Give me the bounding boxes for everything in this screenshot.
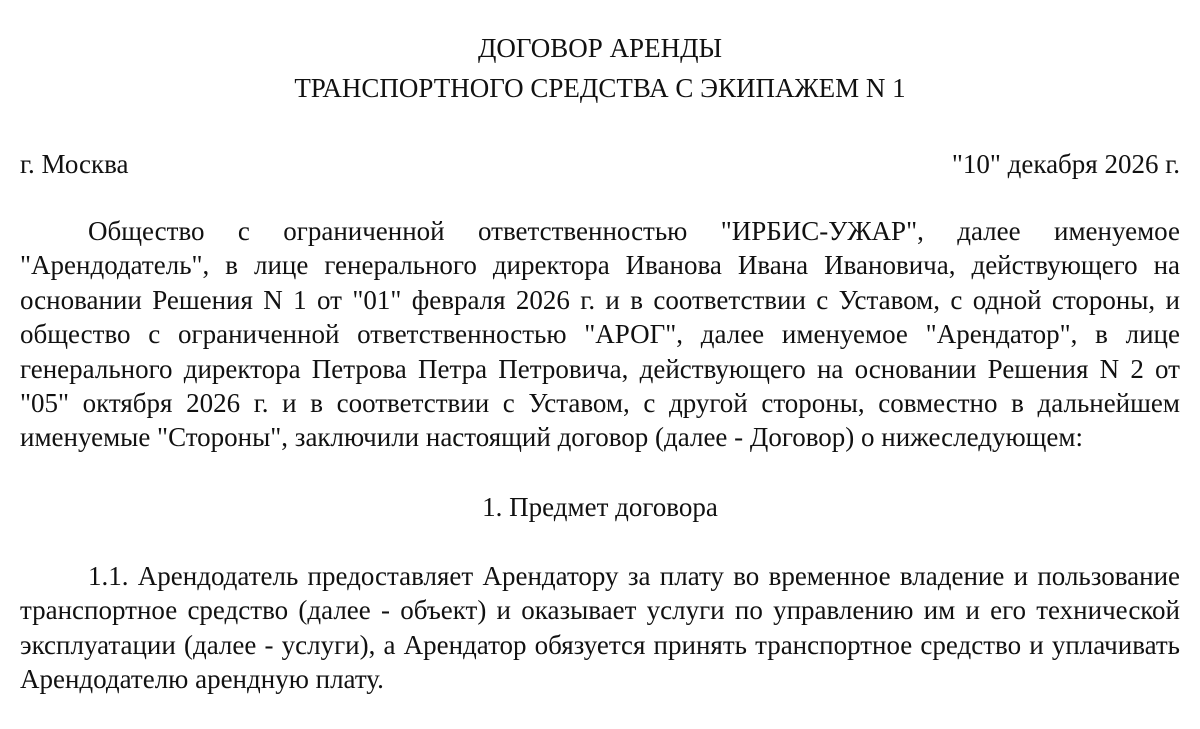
document-title [20,28,1180,108]
section-title: 1. Предмет договора [482,491,718,522]
title-line-2: ТРАНСПОРТНОГО СРЕДСТВА С ЭКИПАЖЕМ N 1 [294,73,906,103]
clause-1-1: 1.1. Арендодатель предоставляет Арендатору за плату во временное владение и пользование транспортное средство (далее - объект) и оказывает услуги по управлению им и его технической эксплуатации (далее - услуги), а Арендатор обязуется принять транспортное средство и уплачивать Арендодателю арендную плату. [20,560,1180,695]
place-date-row [20,146,1180,182]
title-line-1: ДОГОВОР АРЕНДЫ [477,33,723,63]
contract-date: "10" декабря 2026 г. [951,149,1180,179]
contract-city: г. Москва [20,149,129,179]
intro-paragraph: Общество с ограниченной ответственностью "ИРБИС-УЖАР", далее именуемое "Арендодатель", в лице генерального директора Иванова Ивана Ивановича, действующего на основании Решения N 1 от "01" февраля 2026 г. и в соответствии с Уставом, с одной стороны, и общество с ограниченной ответственностью "АРОГ", далее именуемое "Арендатор", в лице генерального директора Петрова Петра Петровича, действующего на основании Решения N 2 от "05" октября 2026 г. и в соответствии с Уставом, с другой стороны, совместно в дальнейшем именуемые "Стороны", заключили настоящий договор (далее - Договор) о нижеследующем: [20,216,1180,453]
